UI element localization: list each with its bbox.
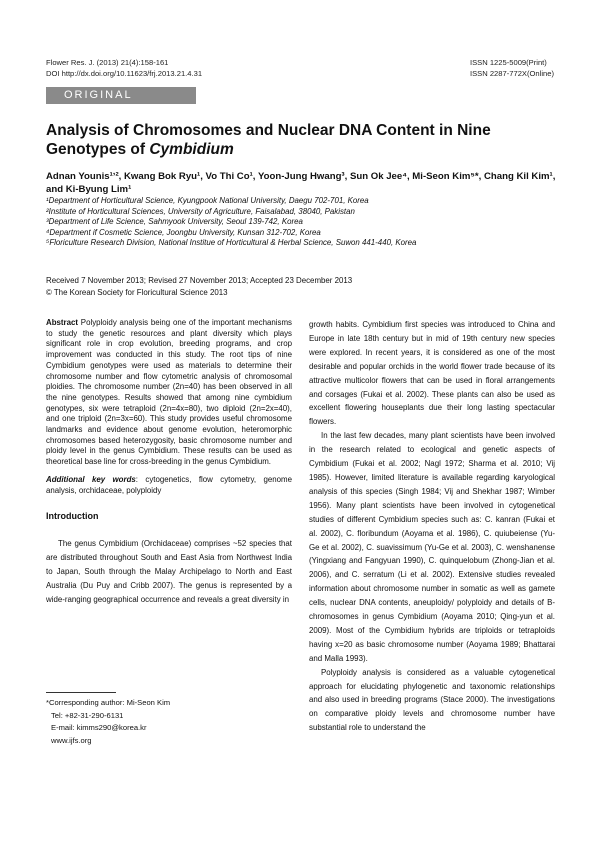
footnote-divider — [46, 692, 116, 693]
keywords-label: Additional key words — [46, 474, 136, 484]
paper-title — [46, 121, 556, 159]
issn-block — [470, 57, 554, 79]
doi-link[interactable]: DOI http://dx.doi.org/10.11623/frj.2013.21.4.31 — [46, 69, 203, 78]
affiliation-2: ²Institute of Horticultural Sciences, University of Agriculture, Faisalabad, 38040, Pakistan — [46, 206, 355, 216]
keywords — [46, 475, 292, 496]
affiliation-4: ⁴Department if Cosmetic Science, Joongbu University, Kunsan 312-702, Korea — [46, 227, 321, 237]
corresponding-author: *Corresponding author: Mi-Seon Kim — [46, 698, 171, 707]
article-type-banner: ORIGINAL ARTICLE — [46, 87, 196, 104]
left-column — [46, 318, 292, 607]
footnote — [46, 697, 292, 747]
issn-online: ISSN 2287-772X(Online) — [470, 69, 554, 78]
copyright-line: © The Korean Society for Floricultural Science 2013 — [46, 288, 228, 297]
body-paragraph-2: In the last few decades, many plant scientists have been involved in the research related to ecological and genetic aspects of Cymbidium (Fukai et al. 2002; Nagl 1972; Sharma et al. 2010; Vij 1985). However, limited literature is available regarding karyological analysis of this species (Singh 1984; Vij and Shekhar 1987; Wimber 1956). Many plant scientists have been involved in cytogenetical studies of different Cymbidium species such as: C. kanran (Fukai et al. 2002), C. floribundum (Aoyama et al. 1986), C. quiubeiense (Yu-Ge et al. 2002), C. suavissimum (Yu-Ge et al. 2003), C. wenshanense (Yingxiang and Fangyuan 1990), C. quinquelobum (Zhong-Jian et al. 2006), and C. serratum (Li et al. 2002). Extensive studies revealed information about chromosome number in somatic as well as gamete cells, nuclear DNA contents, aneuploidy/ polyploidy and details of B-chromosomes in genus Cymbidium (Aoyama 2010; Qing-yun et al. 2009). Most of the Cymbidium hybrids are triploids or tetraploids having x=20 as basic chromosome number (Aoyama 1989; Bhattarai and Malla 1993). — [309, 431, 555, 663]
abstract-text: Polyploidy analysis being one of the important mechanisms to study the genetic resources and plant diversity which plays significant role in crop evolution, breeding programs, and crop improvement was conducted in this study. The root tips of nine Cymbidium genotypes were used as materials to determine their chromosome number and flow cytometric analysis of chromosomal ploidies. The chromosome number (2n=40) has been observed in all the nine genotypes. Results showed that among nine cymbidium genotypes, six were tetraploid (2n=4x=80), two diploid (2n=2x=40), and one triploid (2n=3x=60). This study provides useful chromosome landmarks and evidence about genome evolution, heteromorphic chromosomes based heterozygosity, basic chromosome number and ploidy level in the genus Cymbidium. These results can be used as theoretical base line for cross-breeding in the genus Cymbidium. — [46, 318, 292, 467]
issn-print: ISSN 1225-5009(Print) — [470, 58, 547, 67]
abstract — [46, 318, 292, 468]
history-line: Received 7 November 2013; Revised 27 November 2013; Accepted 23 December 2013 — [46, 276, 353, 285]
author-list: Adnan Younis¹ʼ², Kwang Bok Ryu¹, Vo Thi Co¹, Yoon-Jung Hwang³, Sun Ok Jee⁴, Mi-Seon Kim⁵*, Chang Kil Kim¹, and Ki-Byung Lim¹ — [46, 171, 556, 195]
author-tel: Tel: +82-31-290-6131 — [51, 710, 124, 720]
body-paragraph-3: Polyploidy analysis is considered as a valuable cytogenetical approach for elucidating phylogenetic and taxonomic relationships and also used in breeding programs (Stace 2000). The investigations on comparative ploidy levels and chromosome number have substantial role to understand the — [309, 667, 555, 733]
article-dates — [46, 275, 352, 299]
section-heading-introduction: Introduction — [46, 511, 99, 522]
intro-paragraph: The genus Cymbidium (Orchidaceae) comprises ~52 species that are distributed throughout South and East Asia from Northwest India to Japan, South through the Malay Archipelago to North and East Australia (Du Puy and Cribb 2007). The genus is represented by a wide-ranging geographical occurrence and reveals a great diversity in — [46, 539, 292, 604]
affiliation-3: ³Department of Life Science, Sahmyook University, Seoul 139-742, Korea — [46, 217, 303, 227]
journal-website[interactable]: www.ijfs.org — [51, 735, 92, 745]
author-email[interactable]: E-mail: kimms290@korea.kr — [51, 723, 147, 732]
title-italic: Cymbidium — [149, 141, 234, 158]
affiliations — [46, 196, 556, 249]
journal-header — [46, 57, 202, 79]
affiliation-5: ⁵Floriculture Research Division, National Institue of Horticultural & Herbal Science, Suwon 441-440, Korea — [46, 238, 417, 248]
title-main: Analysis of Chromosomes and Nuclear DNA Content in Nine Genotypes of — [46, 122, 491, 158]
right-column — [309, 318, 555, 735]
abstract-label: Abstract — [46, 318, 79, 327]
body-paragraph-1: growth habits. Cymbidium first species was introduced to China and Europe in late 18th century but in mid of 19th century new species were explored. In recent years, it is considered as one of the most desirable and popular orchids in the world flower trade because of its attractive multicolor flowers that can be used in floral arrangements and corsages (Fukai et al. 2002). These plants can also be used as excellent flowering houseplants due their long lasting spectacular flowers. — [309, 320, 555, 427]
affiliation-1: ¹Department of Horticultural Science, Kyungpook National University, Daegu 702-701, Korea — [46, 196, 369, 205]
journal-citation: Flower Res. J. (2013) 21(4):158-161 — [46, 58, 169, 67]
keywords-text: : cytogenetics, flow cytometry, genome analysis, orchidaceae, polyploidy — [46, 474, 292, 495]
